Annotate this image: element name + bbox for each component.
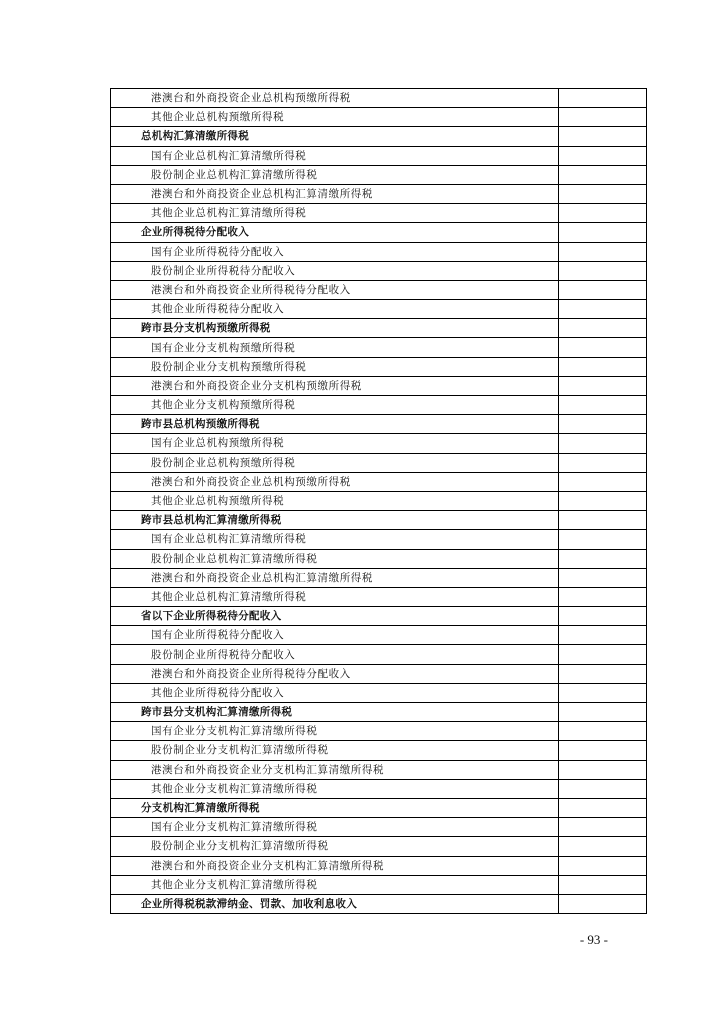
item-value-cell	[559, 798, 647, 817]
table-row-heading	[111, 223, 647, 242]
item-name-cell: 国有企业所得税待分配收入	[111, 242, 559, 261]
item-value-cell	[559, 818, 647, 837]
item-name-cell: 分支机构汇算清缴所得税	[111, 798, 559, 817]
item-name-cell: 其他企业所得税待分配收入	[111, 683, 559, 702]
item-name-cell: 跨市县总机构预缴所得税	[111, 415, 559, 434]
item-name-cell: 其他企业总机构预缴所得税	[111, 108, 559, 127]
item-value-cell	[559, 703, 647, 722]
item-name-cell: 港澳台和外商投资企业分支机构汇算清缴所得税	[111, 856, 559, 875]
item-name-cell: 港澳台和外商投资企业总机构汇算清缴所得税	[111, 568, 559, 587]
item-name-cell: 其他企业分支机构汇算清缴所得税	[111, 875, 559, 894]
item-value-cell	[559, 146, 647, 165]
item-value-cell	[559, 837, 647, 856]
item-name-cell: 其他企业所得税待分配收入	[111, 300, 559, 319]
item-name-cell: 股份制企业总机构汇算清缴所得税	[111, 165, 559, 184]
table-row-heading	[111, 798, 647, 817]
table-row	[111, 357, 647, 376]
item-value-cell	[559, 319, 647, 338]
table-row	[111, 280, 647, 299]
item-value-cell	[559, 89, 647, 108]
table-row	[111, 146, 647, 165]
item-value-cell	[559, 760, 647, 779]
table-row-heading	[111, 703, 647, 722]
item-name-cell: 跨市县分支机构预缴所得税	[111, 319, 559, 338]
item-value-cell	[559, 184, 647, 203]
item-name-cell: 国有企业分支机构预缴所得税	[111, 338, 559, 357]
item-name-cell: 股份制企业总机构预缴所得税	[111, 453, 559, 472]
item-name-cell: 港澳台和外商投资企业分支机构汇算清缴所得税	[111, 760, 559, 779]
table-row	[111, 184, 647, 203]
item-value-cell	[559, 376, 647, 395]
item-name-cell: 企业所得税待分配收入	[111, 223, 559, 242]
table-row	[111, 453, 647, 472]
table-row	[111, 89, 647, 108]
item-name-cell: 跨市县分支机构汇算清缴所得税	[111, 703, 559, 722]
item-name-cell: 国有企业总机构预缴所得税	[111, 434, 559, 453]
table-row-heading	[111, 607, 647, 626]
item-value-cell	[559, 165, 647, 184]
table-row	[111, 300, 647, 319]
table-row	[111, 376, 647, 395]
item-value-cell	[559, 204, 647, 223]
item-name-cell: 其他企业总机构汇算清缴所得税	[111, 587, 559, 606]
item-value-cell	[559, 491, 647, 510]
item-value-cell	[559, 568, 647, 587]
item-value-cell	[559, 261, 647, 280]
table-row	[111, 741, 647, 760]
item-name-cell: 股份制企业分支机构汇算清缴所得税	[111, 741, 559, 760]
table-row	[111, 856, 647, 875]
table-row	[111, 626, 647, 645]
table-row	[111, 779, 647, 798]
item-value-cell	[559, 856, 647, 875]
item-value-cell	[559, 108, 647, 127]
item-value-cell	[559, 664, 647, 683]
budget-item-table	[110, 88, 647, 914]
table-row	[111, 108, 647, 127]
table-row	[111, 875, 647, 894]
table-row-heading	[111, 127, 647, 146]
item-name-cell: 股份制企业总机构汇算清缴所得税	[111, 549, 559, 568]
table-row	[111, 204, 647, 223]
table-body	[111, 89, 647, 914]
table-row	[111, 722, 647, 741]
item-name-cell: 港澳台和外商投资企业总机构汇算清缴所得税	[111, 184, 559, 203]
table-row	[111, 434, 647, 453]
item-value-cell	[559, 280, 647, 299]
item-value-cell	[559, 453, 647, 472]
table-row	[111, 549, 647, 568]
item-value-cell	[559, 415, 647, 434]
item-name-cell: 企业所得税税款滞纳金、罚款、加收利息收入	[111, 894, 559, 913]
table-row	[111, 683, 647, 702]
item-value-cell	[559, 607, 647, 626]
item-value-cell	[559, 779, 647, 798]
item-value-cell	[559, 434, 647, 453]
table-row	[111, 568, 647, 587]
item-name-cell: 其他企业总机构预缴所得税	[111, 491, 559, 510]
table-row	[111, 530, 647, 549]
table-row	[111, 491, 647, 510]
item-value-cell	[559, 338, 647, 357]
page-number: - 93 -	[579, 932, 608, 947]
table-row	[111, 760, 647, 779]
item-value-cell	[559, 894, 647, 913]
item-name-cell: 省以下企业所得税待分配收入	[111, 607, 559, 626]
item-value-cell	[559, 587, 647, 606]
item-name-cell: 其他企业总机构汇算清缴所得税	[111, 204, 559, 223]
item-name-cell: 总机构汇算清缴所得税	[111, 127, 559, 146]
table-row-heading	[111, 894, 647, 913]
table-row	[111, 396, 647, 415]
table-row	[111, 165, 647, 184]
item-name-cell: 港澳台和外商投资企业分支机构预缴所得税	[111, 376, 559, 395]
item-name-cell: 国有企业分支机构汇算清缴所得税	[111, 722, 559, 741]
item-value-cell	[559, 472, 647, 491]
table-row	[111, 818, 647, 837]
item-name-cell: 港澳台和外商投资企业所得税待分配收入	[111, 664, 559, 683]
table-row	[111, 472, 647, 491]
item-value-cell	[559, 357, 647, 376]
table-row-heading	[111, 511, 647, 530]
table-row	[111, 664, 647, 683]
table-row	[111, 837, 647, 856]
item-name-cell: 股份制企业所得税待分配收入	[111, 645, 559, 664]
item-value-cell	[559, 722, 647, 741]
item-name-cell: 港澳台和外商投资企业所得税待分配收入	[111, 280, 559, 299]
item-value-cell	[559, 875, 647, 894]
item-value-cell	[559, 683, 647, 702]
item-name-cell: 港澳台和外商投资企业总机构预缴所得税	[111, 472, 559, 491]
table-row-heading	[111, 319, 647, 338]
item-value-cell	[559, 300, 647, 319]
item-value-cell	[559, 741, 647, 760]
table-row	[111, 338, 647, 357]
table-row	[111, 261, 647, 280]
item-name-cell: 其他企业分支机构预缴所得税	[111, 396, 559, 415]
item-name-cell: 其他企业分支机构汇算清缴所得税	[111, 779, 559, 798]
item-name-cell: 国有企业总机构汇算清缴所得税	[111, 146, 559, 165]
item-value-cell	[559, 645, 647, 664]
table-row-heading	[111, 415, 647, 434]
item-name-cell: 国有企业所得税待分配收入	[111, 626, 559, 645]
table-row	[111, 645, 647, 664]
item-value-cell	[559, 127, 647, 146]
item-value-cell	[559, 396, 647, 415]
item-name-cell: 国有企业总机构汇算清缴所得税	[111, 530, 559, 549]
item-name-cell: 股份制企业分支机构预缴所得税	[111, 357, 559, 376]
item-value-cell	[559, 223, 647, 242]
table-row	[111, 587, 647, 606]
item-name-cell: 股份制企业所得税待分配收入	[111, 261, 559, 280]
item-value-cell	[559, 549, 647, 568]
item-name-cell: 股份制企业分支机构汇算清缴所得税	[111, 837, 559, 856]
item-name-cell: 港澳台和外商投资企业总机构预缴所得税	[111, 89, 559, 108]
table-row	[111, 242, 647, 261]
item-value-cell	[559, 242, 647, 261]
item-value-cell	[559, 511, 647, 530]
item-name-cell: 国有企业分支机构汇算清缴所得税	[111, 818, 559, 837]
item-name-cell: 跨市县总机构汇算清缴所得税	[111, 511, 559, 530]
item-value-cell	[559, 626, 647, 645]
item-value-cell	[559, 530, 647, 549]
